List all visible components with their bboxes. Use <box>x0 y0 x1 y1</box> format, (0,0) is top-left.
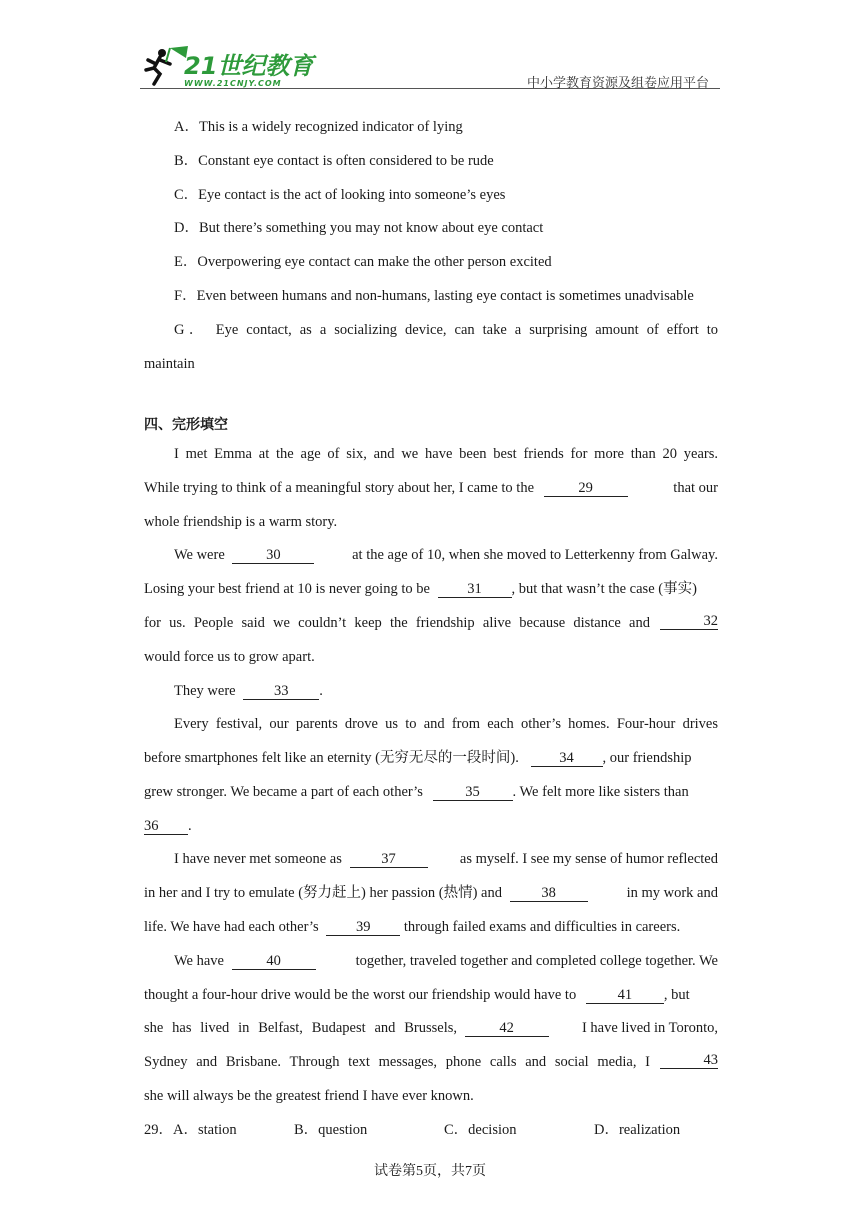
passage-text: Losing your best friend at 10 is never going to be <box>144 581 430 597</box>
passage-text: Sydney and Brisbane. Through text messages, phone calls and social media, I <box>144 1054 650 1070</box>
blank-33[interactable]: 33 <box>243 683 319 700</box>
blank-37[interactable]: 37 <box>350 851 428 868</box>
blank-32[interactable]: 32 <box>660 613 718 630</box>
passage-text: as myself. I see my sense of humor reflected <box>459 851 718 867</box>
option-f: F．Even between humans and non-humans, lasting eye contact is sometimes unadvisable <box>174 288 694 304</box>
passage-line: Every festival, our parents drove us to and from each other’s homes. Four-hour drives <box>174 716 718 732</box>
passage-line <box>174 681 323 701</box>
question-29 <box>144 1120 718 1140</box>
passage-text: I have never met someone as <box>174 851 342 867</box>
passage-text: . <box>319 683 323 699</box>
passage-text: before smartphones felt like an eternity (无穷无尽的一段时间). <box>144 750 519 766</box>
passage-line <box>144 478 718 498</box>
page-header <box>140 44 720 90</box>
passage-line <box>144 613 718 633</box>
platform-name: 中小学教育资源及组卷应用平台 <box>526 76 709 91</box>
passage-text: she has lived in Belfast, Budapest and Brussels, <box>144 1020 457 1036</box>
passage-text: They were <box>174 683 236 699</box>
passage-line <box>144 748 718 768</box>
passage-line <box>174 545 718 565</box>
passage-line <box>144 917 680 937</box>
passage-text: in my work and <box>626 885 718 901</box>
option-e: E．Overpowering eye contact can make the other person excited <box>174 254 552 270</box>
blank-38[interactable]: 38 <box>510 885 588 902</box>
passage-line <box>174 849 718 869</box>
passage-line: would force us to grow apart. <box>144 649 315 665</box>
logo-21cnjy <box>140 44 320 90</box>
runner-icon <box>146 46 188 84</box>
blank-35[interactable]: 35 <box>433 784 513 801</box>
passage-text: . We felt more like sisters than <box>512 784 689 800</box>
passage-text: through failed exams and difficulties in careers. <box>403 919 681 935</box>
blank-41[interactable]: 41 <box>586 987 664 1004</box>
blank-29[interactable]: 29 <box>544 480 628 497</box>
passage-text: grew stronger. We became a part of each other’s <box>144 784 423 800</box>
passage-line: she will always be the greatest friend I have ever known. <box>144 1088 474 1104</box>
passage-line: whole friendship is a warm story. <box>144 514 338 530</box>
svg-text:21世纪教育: 21世纪教育 <box>184 52 314 80</box>
q29-option-a[interactable]: 29．A．station <box>144 1122 237 1138</box>
passage-text: I have lived in Toronto, <box>581 1020 718 1036</box>
option-a: A．This is a widely recognized indicator of lying <box>174 119 463 135</box>
passage-text: We have <box>174 953 224 969</box>
section-title: 四、完形填空 <box>144 417 228 433</box>
passage-text: thought a four-hour drive would be the worst our friendship would have to <box>144 987 577 1003</box>
passage-line <box>144 883 718 903</box>
header-divider <box>140 88 720 89</box>
blank-43[interactable]: 43 <box>660 1052 718 1069</box>
blank-31[interactable]: 31 <box>438 581 512 598</box>
passage-text: life. We have had each other’s <box>144 919 319 935</box>
passage-line <box>144 1018 718 1038</box>
blank-36[interactable]: 36 <box>144 818 188 835</box>
passage-text: at the age of 10, when she moved to Letterkenny from Galway. <box>352 547 718 563</box>
passage-text: While trying to think of a meaningful story about her, I came to the <box>144 480 535 496</box>
blank-34[interactable]: 34 <box>531 750 603 767</box>
passage-line <box>144 1052 718 1072</box>
option-c: C．Eye contact is the act of looking into someone’s eyes <box>174 187 506 203</box>
blank-30[interactable]: 30 <box>232 547 314 564</box>
q29-option-d[interactable]: D．realization <box>594 1122 681 1138</box>
passage-text: , but <box>663 987 690 1003</box>
blank-42[interactable]: 42 <box>465 1020 549 1037</box>
page-footer: 试卷第5页，共7页 <box>374 1164 486 1179</box>
option-b: B．Constant eye contact is often considered to be rude <box>174 153 494 169</box>
q29-option-b[interactable]: B．question <box>294 1122 368 1138</box>
svg-text:WWW.21CNJY.COM: WWW.21CNJY.COM <box>184 79 282 88</box>
blank-39[interactable]: 39 <box>326 919 400 936</box>
passage-text: in her and I try to emulate (努力赶上) her passion (热情) and <box>144 885 502 901</box>
passage-text: for us. People said we couldn’t keep the friendship alive because distance and <box>144 615 650 631</box>
passage-text: . <box>188 818 192 834</box>
option-g: G． Eye contact, as a socializing device, can take a surprising amount of effort to <box>174 322 718 338</box>
passage-line: I met Emma at the age of six, and we have been best friends for more than 20 years. <box>174 446 718 462</box>
passage-line <box>144 985 718 1005</box>
option-g-continued: maintain <box>144 356 195 372</box>
passage-text: that our <box>673 480 718 496</box>
passage-line <box>144 579 718 599</box>
blank-40[interactable]: 40 <box>232 953 316 970</box>
passage-line <box>174 951 718 971</box>
passage-line <box>144 816 192 836</box>
passage-text: together, traveled together and completed college together. We <box>355 953 718 969</box>
passage-line <box>144 782 718 802</box>
q29-option-c[interactable]: C．decision <box>444 1122 517 1138</box>
passage-text: , our friendship <box>602 750 692 766</box>
passage-text: We were <box>174 547 225 563</box>
passage-text: , but that wasn’t the case (事实) <box>511 581 697 597</box>
option-d: D．But there’s something you may not know about eye contact <box>174 220 544 236</box>
